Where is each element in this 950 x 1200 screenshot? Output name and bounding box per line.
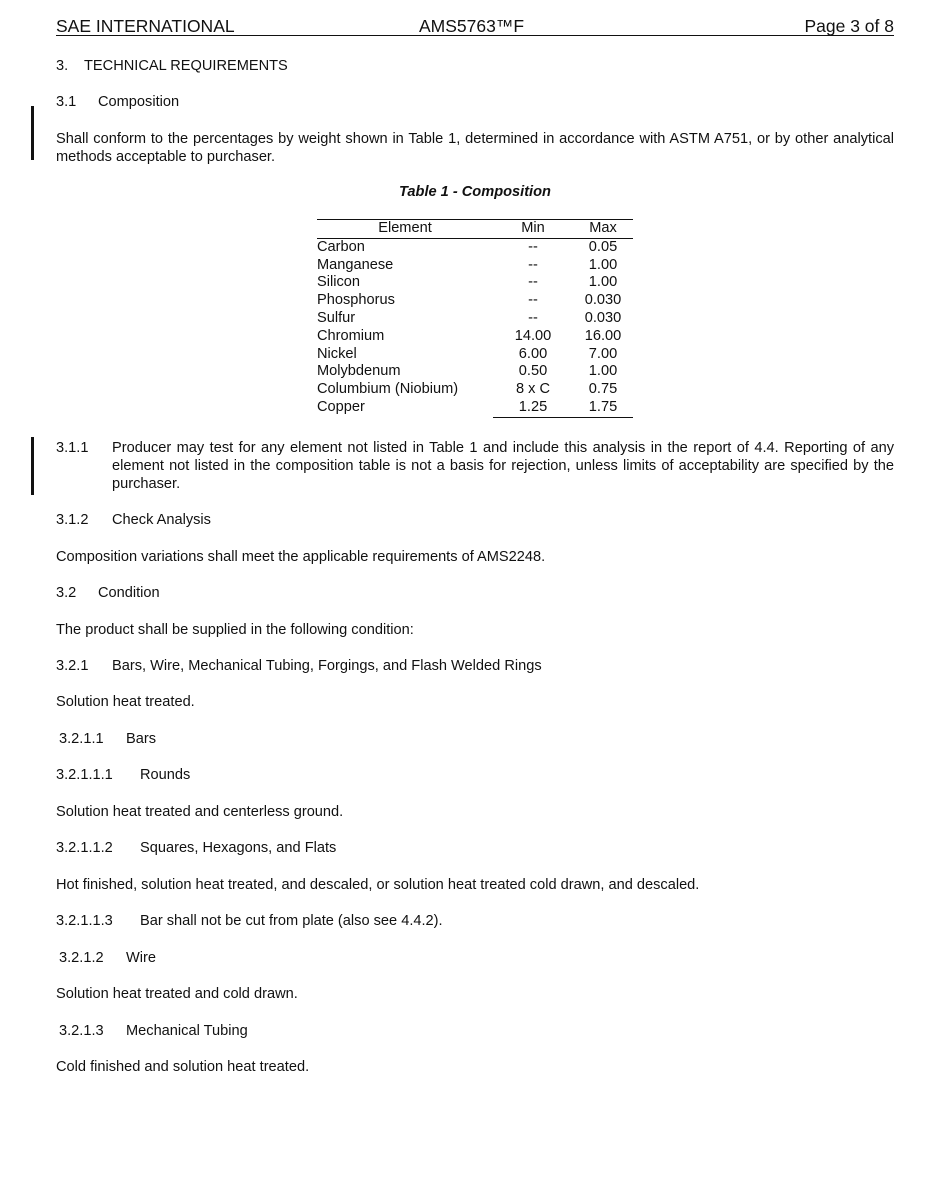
- element-cell: Carbon: [317, 238, 365, 255]
- element-cell: Chromium: [317, 327, 385, 344]
- section-body: Hot finished, solution heat treated, and descaled, or solution heat treated cold drawn, and descaled.: [56, 877, 700, 893]
- header-page-number: Page 3 of 8: [804, 16, 894, 36]
- section-number: 3.2.1.1: [59, 731, 104, 747]
- composition-table: [317, 219, 633, 418]
- element-cell: Manganese: [317, 256, 394, 273]
- min-cell: 0.50: [518, 363, 548, 380]
- section-heading: Bars: [126, 731, 157, 747]
- header-rule: [56, 35, 894, 36]
- section-number: 3.2.1.1.2: [56, 840, 113, 856]
- element-cell: Nickel: [317, 345, 357, 362]
- min-cell: 1.25: [493, 399, 573, 417]
- max-cell: 1.75: [573, 399, 633, 417]
- section-body: Solution heat treated and cold drawn.: [56, 986, 298, 1002]
- section-heading: Bars, Wire, Mechanical Tubing, Forgings, and Flash Welded Rings: [112, 658, 542, 674]
- section-number: 3.2.1.3: [59, 1023, 104, 1039]
- table-row: [317, 363, 633, 381]
- table-row: [317, 310, 633, 328]
- section-body: Composition variations shall meet the applicable requirements of AMS2248.: [56, 549, 546, 565]
- section-number: 3.1: [56, 94, 77, 110]
- change-bar: [31, 437, 34, 495]
- header-document-number: AMS5763™F: [419, 16, 525, 36]
- section-heading: Composition: [98, 94, 180, 110]
- max-cell: 1.00: [588, 256, 618, 273]
- section-heading: Squares, Hexagons, and Flats: [140, 840, 337, 856]
- section-body: Solution heat treated.: [56, 694, 195, 710]
- min-cell: 6.00: [518, 345, 548, 362]
- max-cell: 1.00: [588, 363, 618, 380]
- table-caption: Table 1 - Composition: [399, 184, 551, 200]
- section-body: Shall conform to the percentages by weight shown in Table 1, determined in accordance with ASTM A751, or by other analytical methods acceptable to purchaser.: [56, 131, 894, 165]
- min-cell: --: [528, 274, 538, 291]
- element-cell: Silicon: [317, 274, 360, 291]
- column-header-max: Max: [573, 220, 633, 239]
- table-row: [317, 238, 633, 256]
- section-heading: TECHNICAL REQUIREMENTS: [84, 58, 288, 74]
- min-cell: --: [528, 256, 538, 273]
- change-bar: [31, 106, 34, 160]
- column-header-min: Min: [493, 220, 573, 239]
- section-body: Solution heat treated and centerless ground.: [56, 804, 344, 820]
- section-number: 3.2.1: [56, 658, 89, 674]
- section-heading: Wire: [126, 950, 156, 966]
- section-number: 3.: [56, 58, 69, 74]
- section-number: 3.1.1: [56, 440, 89, 456]
- min-cell: 8 x C: [515, 381, 551, 398]
- table-row: [317, 346, 633, 364]
- min-cell: 14.00: [514, 327, 552, 344]
- max-cell: 7.00: [588, 345, 618, 362]
- section-body: Producer may test for any element not listed in Table 1 and include this analysis in the report of 4.4. Reporting of any element not listed in the composition table is not a basis for rejection, unless limits of acceptability are specified by the purchaser.: [112, 440, 894, 492]
- section-heading: Condition: [98, 585, 160, 601]
- min-cell: --: [528, 309, 538, 326]
- max-cell: 16.00: [584, 327, 622, 344]
- table-row: [317, 274, 633, 292]
- section-number: 3.2.1.2: [59, 950, 104, 966]
- max-cell: 0.05: [588, 238, 618, 255]
- section-body: The product shall be supplied in the following condition:: [56, 622, 414, 638]
- element-cell: Phosphorus: [317, 292, 395, 309]
- element-cell: Copper: [317, 399, 365, 416]
- section-heading: Bar shall not be cut from plate (also see 4.4.2).: [140, 913, 443, 929]
- element-cell: Sulfur: [317, 309, 356, 326]
- table-row: [317, 257, 633, 275]
- section-number: 3.2.1.1.3: [56, 913, 113, 929]
- table-row: [317, 292, 633, 310]
- section-heading: Rounds: [140, 767, 191, 783]
- section-number: 3.1.2: [56, 512, 89, 528]
- section-heading: Mechanical Tubing: [126, 1023, 248, 1039]
- section-number: 3.2: [56, 585, 77, 601]
- header-organization: SAE INTERNATIONAL: [56, 16, 235, 36]
- table-row: [317, 399, 633, 417]
- section-body: Cold finished and solution heat treated.: [56, 1059, 310, 1075]
- table-row: [317, 381, 633, 399]
- min-cell: --: [528, 238, 538, 255]
- max-cell: 0.030: [584, 292, 622, 309]
- max-cell: 0.030: [584, 309, 622, 326]
- element-cell: Columbium (Niobium): [317, 381, 459, 398]
- max-cell: 0.75: [588, 381, 618, 398]
- min-cell: --: [528, 292, 538, 309]
- section-number: 3.2.1.1.1: [56, 767, 113, 783]
- element-cell: Molybdenum: [317, 363, 401, 380]
- column-header-element: Element: [317, 220, 493, 239]
- table-row: [317, 328, 633, 346]
- table-header-row: [317, 220, 633, 239]
- section-heading: Check Analysis: [112, 512, 211, 528]
- max-cell: 1.00: [588, 274, 618, 291]
